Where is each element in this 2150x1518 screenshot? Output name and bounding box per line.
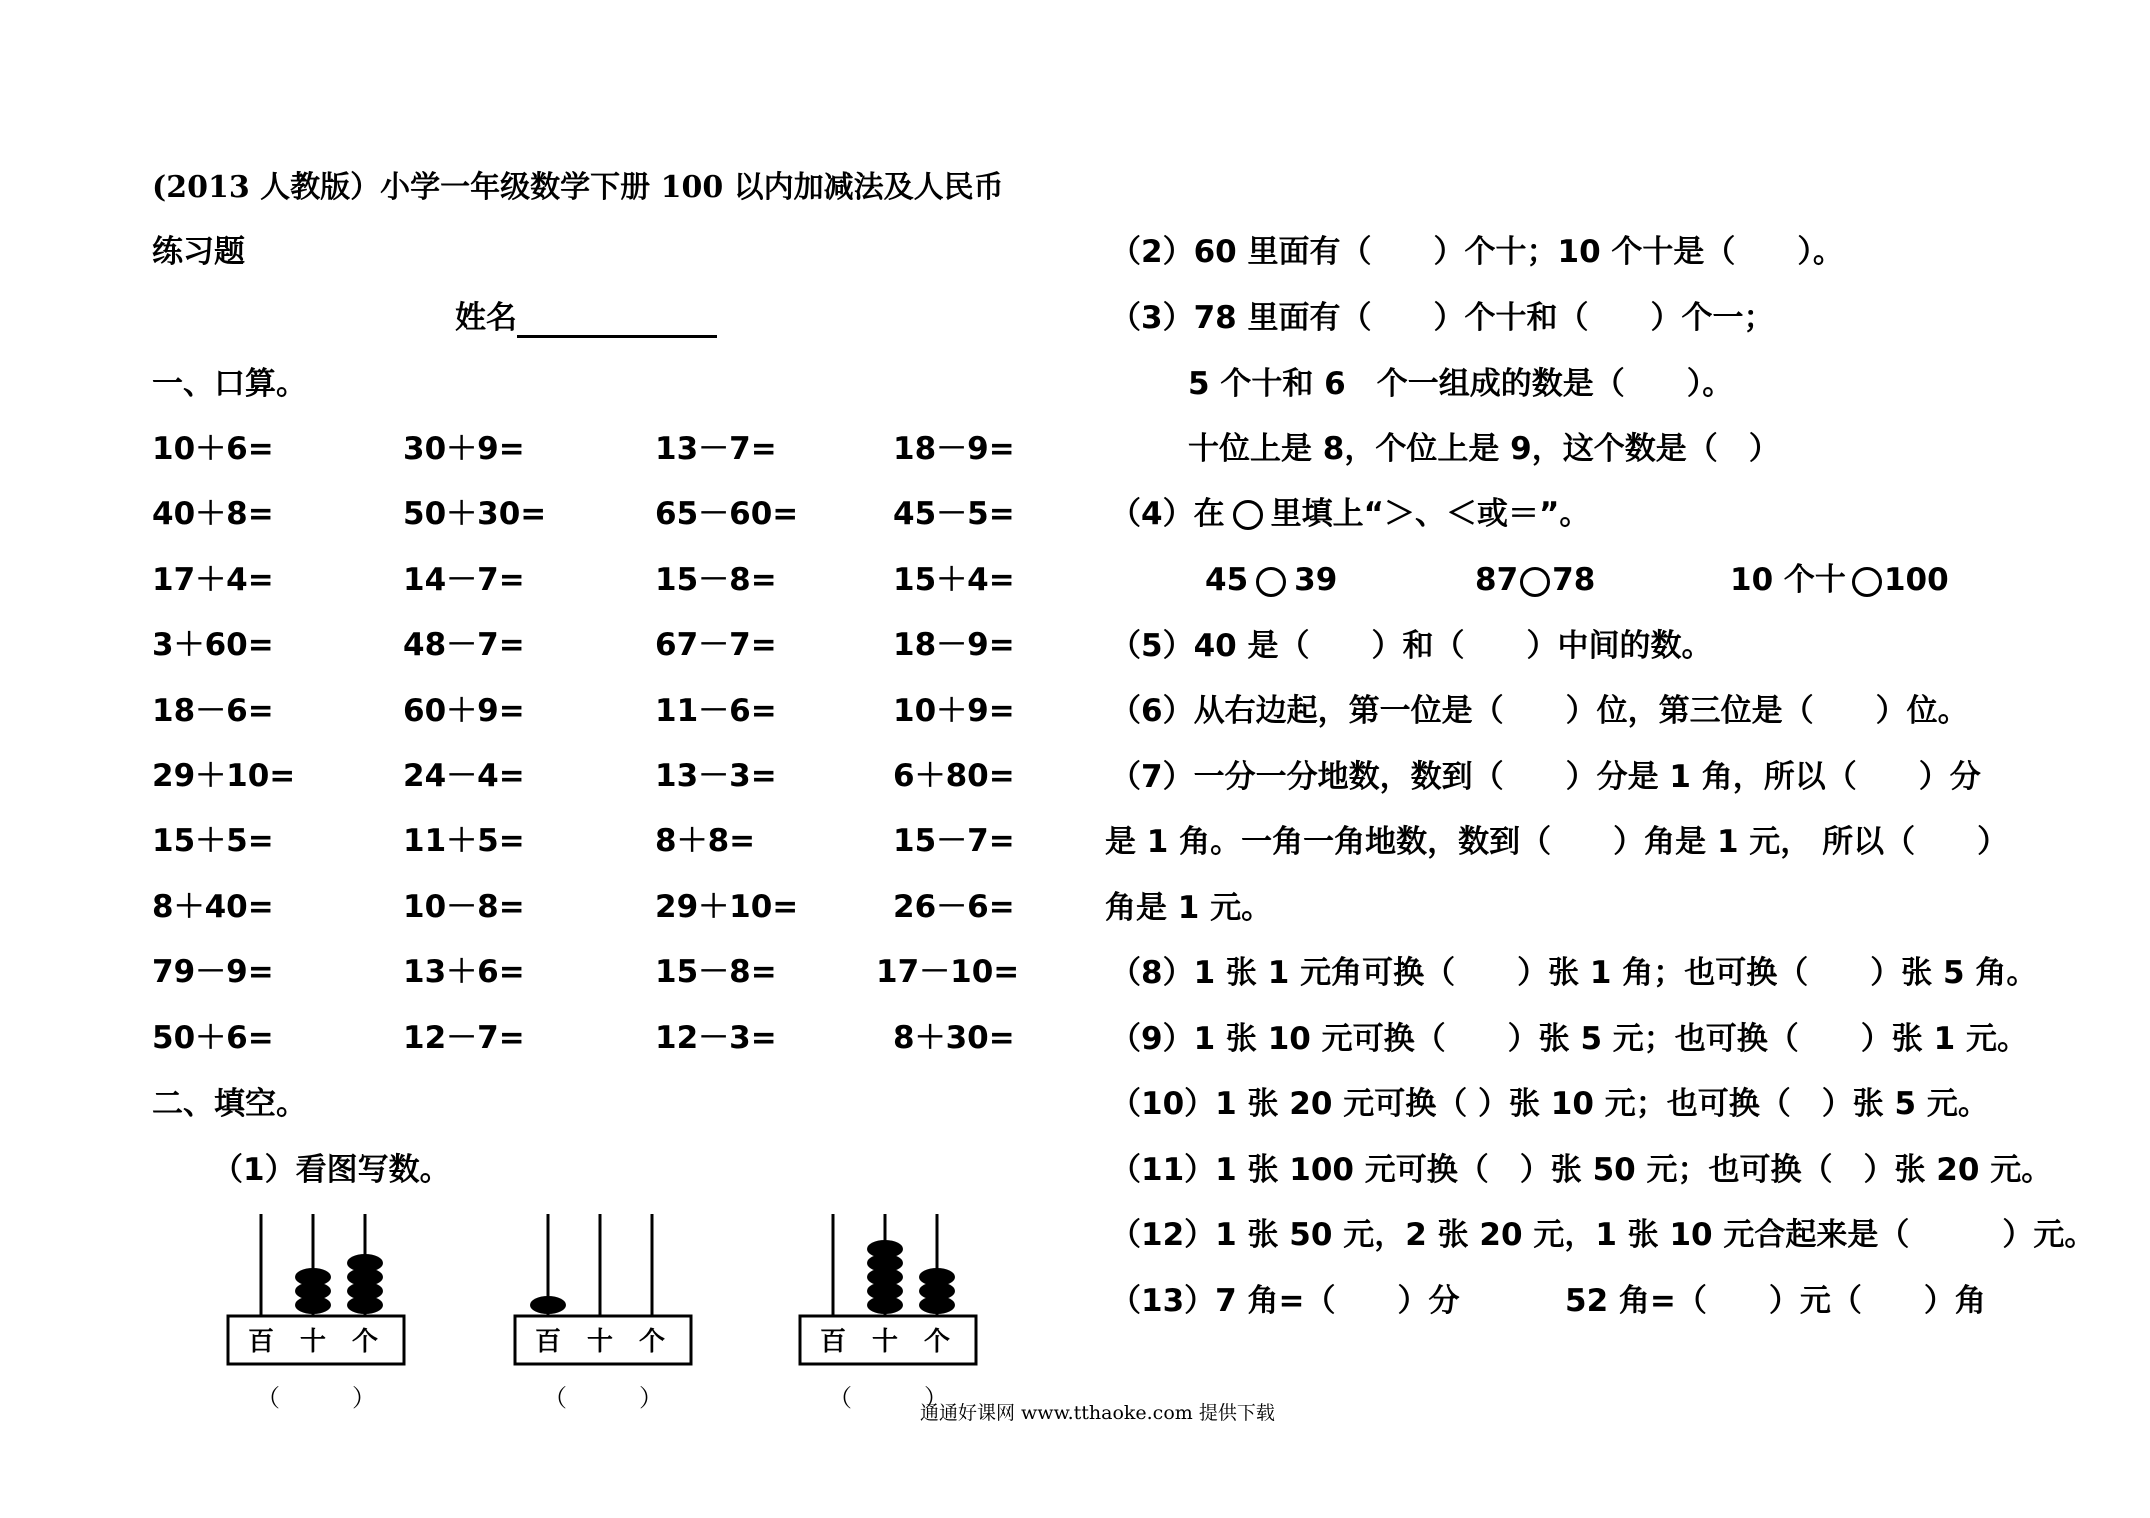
arithmetic-problem: 29＋10=	[655, 888, 799, 925]
arithmetic-problem: 67－7=	[655, 627, 777, 664]
name-label: 姓名	[455, 300, 517, 336]
q5-text: （5）40 是（ ）和（ ）中间的数。	[1110, 628, 1713, 664]
abacus-place-label: 十	[586, 1327, 614, 1357]
arithmetic-problem: 17＋4=	[152, 561, 274, 598]
q4-a-left: 45	[1205, 562, 1249, 598]
worksheet-subtitle: 练习题	[152, 234, 245, 270]
q8-text: （8）1 张 1 元角可换（ ）张 1 角；也可换（ ）张 5 角。	[1110, 955, 2038, 991]
arithmetic-problem: 13－3=	[655, 758, 777, 794]
q13-part1: （13）7 角=（ ）分	[1110, 1283, 1460, 1319]
q4-b-left: 87	[1475, 562, 1519, 598]
abacus-place-label: 十	[299, 1327, 327, 1357]
q4-c-left: 10 个十	[1730, 562, 1846, 598]
q3-line1: （3）78 里面有（ ）个十和（ ）个一；	[1110, 300, 1775, 336]
arithmetic-problem: 13－7=	[655, 431, 777, 467]
arithmetic-problem: 6＋80=	[893, 758, 1015, 794]
q4-compare-a	[1205, 560, 1337, 600]
q9-text: （9）1 张 10 元可换（ ）张 5 元；也可换（ ）张 1 元。	[1110, 1021, 2028, 1057]
arithmetic-problem: 48－7=	[403, 627, 525, 664]
abacus-answer-blank[interactable]: （ ）	[828, 1384, 948, 1412]
arithmetic-problem: 29＋10=	[152, 758, 296, 794]
abacus-bead	[530, 1296, 566, 1314]
arithmetic-problem: 11＋5=	[403, 823, 525, 860]
abacus-answer-blank[interactable]: （ ）	[256, 1384, 376, 1412]
arithmetic-problem: 30＋9=	[403, 431, 525, 467]
q4-c-right: 100	[1883, 562, 1949, 598]
name-field	[455, 298, 717, 338]
q11-text: （11）1 张 100 元可换（ ）张 50 元；也可换（ ）张 20 元。	[1110, 1152, 2053, 1188]
arithmetic-problem: 26－6=	[893, 888, 1015, 925]
arithmetic-problem: 3＋60=	[152, 627, 274, 664]
arithmetic-problem: 12－7=	[403, 1019, 525, 1056]
compare-circle-a[interactable]	[1256, 567, 1286, 597]
arithmetic-problem: 15＋5=	[152, 823, 274, 860]
arithmetic-problem: 13＋6=	[403, 954, 525, 991]
q2-text: （2）60 里面有（ ）个十；10 个十是（ ）。	[1110, 234, 1844, 270]
q3-line3: 十位上是 8，个位上是 9，这个数是（ ）	[1188, 431, 1780, 467]
q4-instruction	[1110, 494, 1590, 534]
arithmetic-problem: 15－8=	[655, 954, 777, 991]
q4-b-right: 78	[1552, 562, 1596, 598]
abacus-bead	[295, 1268, 331, 1286]
arithmetic-problem: 14－7=	[403, 561, 525, 598]
worksheet-title: (2013 人教版）小学一年级数学下册 100 以内加减法及人民币	[152, 170, 1004, 205]
arithmetic-problem: 18－6=	[152, 692, 274, 729]
arithmetic-problem: 8＋40=	[152, 888, 274, 925]
abacus-bead	[347, 1254, 383, 1272]
arithmetic-problem: 65－60=	[655, 496, 799, 533]
compare-circle-c[interactable]	[1852, 567, 1882, 597]
arithmetic-problem: 8＋8=	[655, 823, 756, 860]
abacus-place-label: 个	[923, 1327, 951, 1357]
q3-line2: 5 个十和 6 个一组成的数是（ ）。	[1188, 366, 1734, 402]
abacus-bead	[867, 1240, 903, 1258]
arithmetic-problem: 45－5=	[893, 496, 1015, 533]
arithmetic-problem: 10－8=	[403, 888, 525, 925]
arithmetic-problem: 10＋9=	[893, 692, 1015, 729]
arithmetic-problem: 50＋30=	[403, 496, 547, 533]
arithmetic-problem: 15－8=	[655, 561, 777, 598]
q7-line3: 角是 1 元。	[1105, 890, 1273, 926]
arithmetic-problem: 79－9=	[152, 954, 274, 991]
arithmetic-problem: 50＋6=	[152, 1019, 274, 1056]
q4-compare-b	[1475, 560, 1595, 600]
arithmetic-problem: 10＋6=	[152, 431, 274, 467]
q4-a-right: 39	[1294, 562, 1338, 598]
abacus-place-label: 个	[351, 1327, 379, 1357]
q1-text: （1）看图写数。	[212, 1152, 451, 1188]
arithmetic-problem: 24－4=	[403, 758, 525, 794]
arithmetic-problem: 15－7=	[893, 823, 1015, 860]
circle-icon	[1233, 500, 1263, 530]
q4-post: 里填上“＞、＜或＝”。	[1270, 496, 1591, 532]
abacus-place-label: 百	[247, 1327, 275, 1357]
arithmetic-problem: 11－6=	[655, 692, 777, 729]
arithmetic-problem: 40＋8=	[152, 496, 274, 533]
q4-pre: （4）在	[1110, 496, 1225, 532]
q4-compare-c	[1730, 560, 1949, 600]
footer-credit: 通通好课网 www.tthaoke.com 提供下载	[920, 1402, 1275, 1424]
section2-heading: 二、填空。	[152, 1086, 307, 1122]
abacus-place-label: 十	[871, 1327, 899, 1357]
q7-line2: 是 1 角。一角一角地数，数到（ ）角是 1 元， 所以（ ）	[1105, 824, 2009, 860]
arithmetic-problem: 18－9=	[893, 431, 1015, 467]
q12-text: （12）1 张 50 元，2 张 20 元，1 张 10 元合起来是（ ）元。	[1110, 1217, 2096, 1253]
section1-heading: 一、口算。	[152, 366, 307, 402]
arithmetic-problem: 15＋4=	[893, 561, 1015, 598]
arithmetic-problem: 8＋30=	[893, 1019, 1015, 1056]
q10-text: （10）1 张 20 元可换（ ）张 10 元；也可换（ ）张 5 元。	[1110, 1086, 1989, 1122]
abacus-place-label: 个	[638, 1327, 666, 1357]
compare-circle-b[interactable]	[1520, 567, 1550, 597]
abacus-place-label: 百	[819, 1327, 847, 1357]
abacus-bead	[919, 1268, 955, 1286]
arithmetic-problem: 60＋9=	[403, 692, 525, 729]
name-blank-line[interactable]	[517, 301, 717, 338]
q7-line1: （7）一分一分地数，数到（ ）分是 1 角，所以（ ）分	[1110, 759, 1981, 795]
arithmetic-problem: 17－10=	[876, 954, 1020, 991]
arithmetic-problem: 12－3=	[655, 1019, 777, 1056]
arithmetic-problem: 18－9=	[893, 627, 1015, 664]
q6-text: （6）从右边起，第一位是（ ）位，第三位是（ ）位。	[1110, 693, 1969, 729]
q13-part2: 52 角=（ ）元（ ）角	[1565, 1283, 1986, 1319]
abacus-answer-blank[interactable]: （ ）	[543, 1384, 663, 1412]
abacus-place-label: 百	[534, 1327, 562, 1357]
